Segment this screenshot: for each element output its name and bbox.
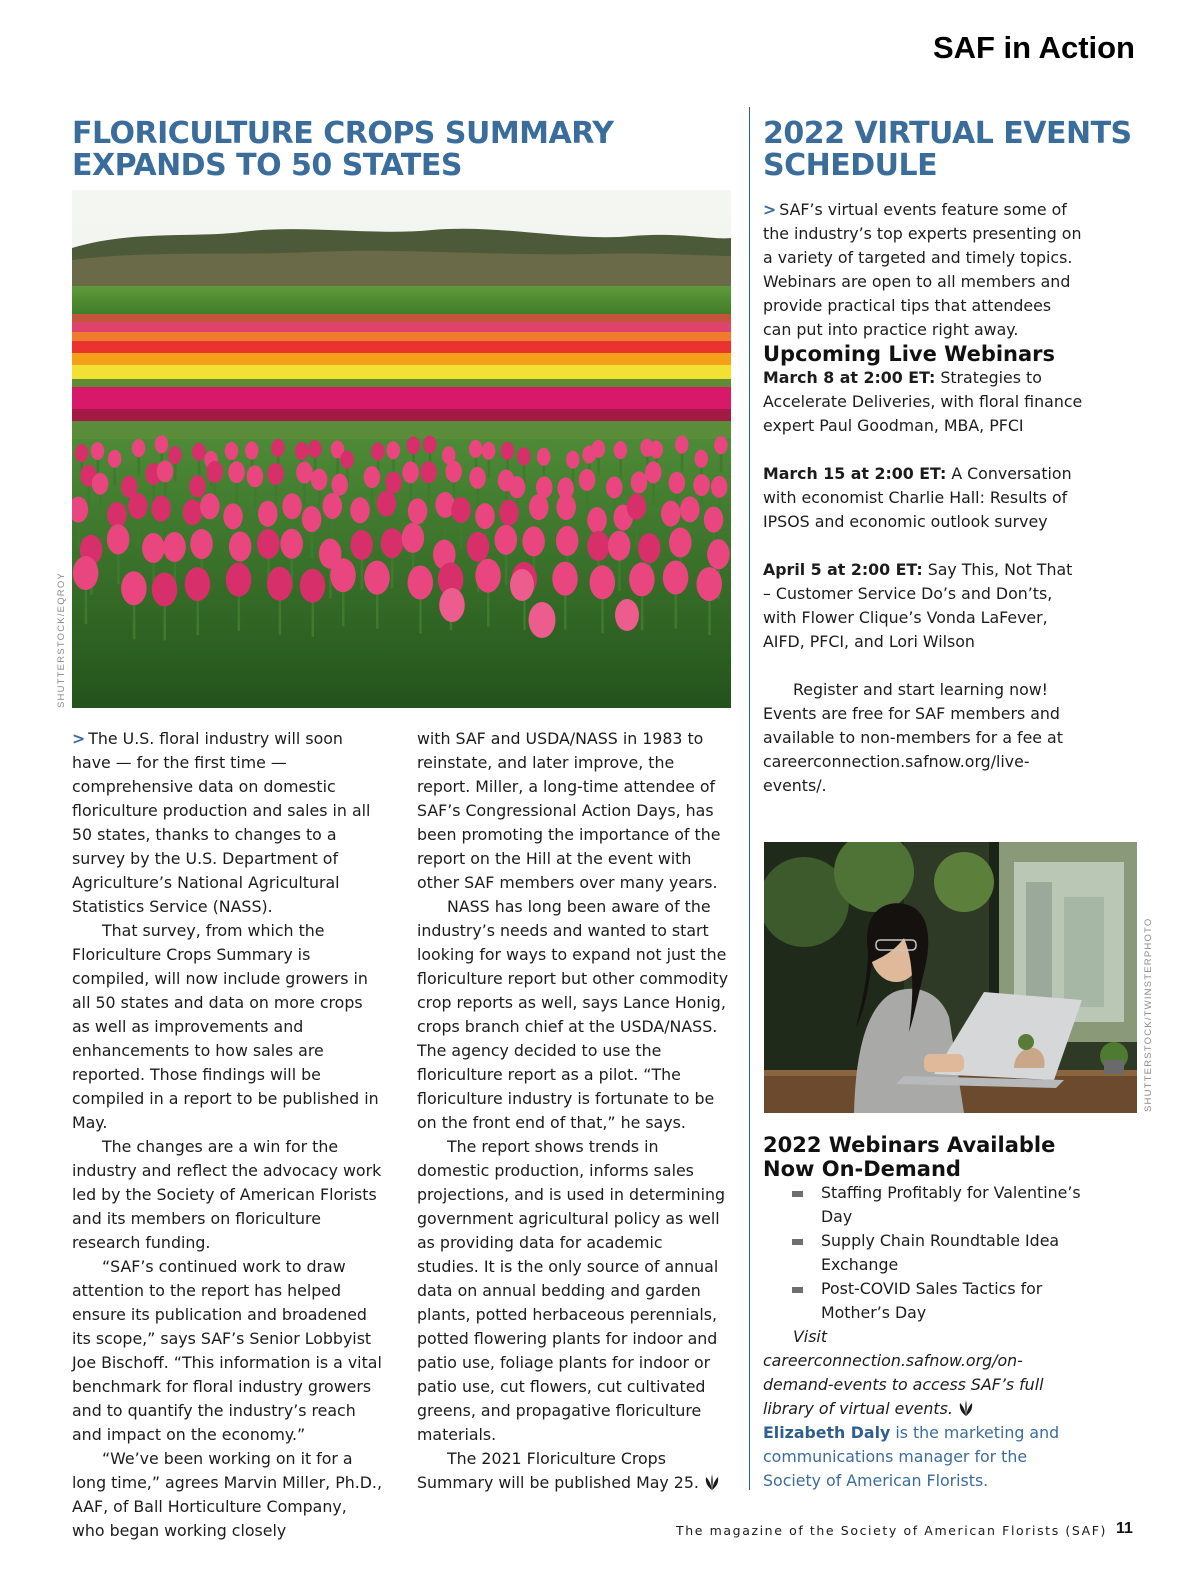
event-item: March 15 at 2:00 ET: A Conversation with economist Charlie Hall: Results of IPSOS and economic outlook survey [763, 464, 1072, 531]
right-article-column [763, 198, 1083, 798]
author-bio: Elizabeth Daly is the marketing and communications manager for the Society of American Florists. [763, 1423, 1060, 1490]
photo-credit-right: SHUTTERSTOCK/TWINSTERPHOTO [1143, 917, 1154, 1112]
register-paragraph: Register and start learning now! Events are free for SAF members and available to non-members for a fee at careerconnection.safnow.org/live-events/. [763, 680, 1063, 795]
event-item: April 5 at 2:00 ET: Say This, Not That – Customer Service Do’s and Don’ts, with Flower Clique’s Vonda LaFever, AIFD, PFCI, and Lori Wilson [763, 560, 1073, 651]
list-item: Staffing Profitably for Valentine’s Day [763, 1181, 1083, 1229]
on-demand-heading: 2022 Webinars Available [763, 1133, 1056, 1157]
paragraph: NASS has long been aware of the industry’s needs and wanted to start looking for ways to expand not just the floriculture report but other commodity crop reports as well, says Lance Honig, crops branch chief at the USDA/NASS. The agency decided to use the floriculture report as a pilot. “The floriculture industry is fortunate to be on the front end of that,” he says. [417, 897, 729, 1132]
list-item: Supply Chain Roundtable Idea Exchange [763, 1229, 1083, 1277]
event-date: March 15 at 2:00 ET: [763, 464, 947, 483]
saf-flower-icon [957, 1400, 975, 1417]
chevron-right-icon: > [72, 729, 86, 748]
paragraph: The changes are a win for the industry and reflect the advocacy work led by the Society of American Florists and its members on floriculture research funding. [72, 1137, 382, 1252]
column-divider [749, 107, 750, 1490]
paragraph: That survey, from which the Floriculture Crops Summary is compiled, will now include growers in all 50 states and data on more crops as well as improvements and enhancements to how sales are reported. Those findings will be compiled in a report to be published in May. [72, 921, 379, 1132]
list-item: Post-COVID Sales Tactics for Mother’s Day [763, 1277, 1083, 1325]
page-number: 11 [1116, 1520, 1133, 1537]
saf-flower-icon [703, 1474, 721, 1491]
visit-paragraph: Visit careerconnection.safnow.org/on-demand-events to access SAF’s full library of virtual events. [763, 1327, 1044, 1418]
chevron-right-icon: > [763, 200, 777, 219]
footer-magazine-line: The magazine of the Society of American Florists (SAF) [676, 1523, 1108, 1538]
right-headline: 2022 VIRTUAL EVENTS SCHEDULE [763, 116, 1132, 183]
paragraph: with SAF and USDA/NASS in 1983 to reinstate, and later improve, the report. Miller, a long-time attendee of SAF’s Congressional Action Days, has been promoting the importance of the report on the Hill at the event with other SAF members over many years. [417, 729, 721, 892]
event-item: March 8 at 2:00 ET: Strategies to Accelerate Deliveries, with floral finance expert Paul Goodman, MBA, PFCI [763, 368, 1083, 435]
left-article-column-1 [72, 727, 384, 1543]
photo-credit-left: SHUTTERSTOCK/EQROY [56, 572, 67, 708]
section-label: SAF in Action [932, 30, 1135, 65]
paragraph: “We’ve been working on it for a long time,” agrees Marvin Miller, Ph.D., AAF, of Ball Horticulture Company, who began working closely [72, 1449, 382, 1540]
left-article-column-2 [417, 727, 729, 1495]
event-date: March 8 at 2:00 ET: [763, 368, 936, 387]
upcoming-webinars-heading: Upcoming Live Webinars [763, 342, 1056, 366]
paragraph: The report shows trends in domestic production, informs sales projections, and is used in determining government agricultural policy as well as providing data for academic studies. It is the only source of annual data on annual bedding and garden plants, potted herbaceous perennials, potted flowering plants for indoor and patio use, foliage plants for indoor or patio use, cut flowers, cut cultivated greens, and propagative floriculture materials. [417, 1137, 726, 1444]
on-demand-heading-line2: Now On-Demand [763, 1157, 961, 1181]
closing-paragraph: The 2021 Floriculture Crops Summary will be published May 25. [417, 1447, 729, 1495]
event-date: April 5 at 2:00 ET: [763, 560, 923, 579]
woman-laptop-photo [764, 842, 1137, 1113]
intro-paragraph: > SAF’s virtual events feature some of the industry’s top experts presenting on a variety of targeted and timely topics. Webinars are open to all members and provide practical tips that attendees can put into practice right away. [763, 200, 1082, 339]
on-demand-section [763, 1133, 1083, 1493]
on-demand-list [763, 1181, 1083, 1325]
paragraph: > The U.S. floral industry will soon have — for the first time — comprehensive data on domestic floriculture production and sales in all 50 states, thanks to changes to a survey by the U.S. Department of Agriculture’s National Agricultural Statistics Service (NASS). [72, 729, 371, 916]
author-name: Elizabeth Daly [763, 1423, 891, 1442]
paragraph: “SAF’s continued work to draw attention to the report has helped ensure its publication and broadened its scope,” says SAF’s Senior Lobbyist Joe Bischoff. “This information is a vital benchmark for floral industry growers and to quantify the industry’s reach and impact on the economy.” [72, 1257, 382, 1444]
left-headline: FLORICULTURE CROPS SUMMARY EXPANDS TO 50 STATES [72, 116, 614, 183]
tulip-field-photo [72, 190, 731, 708]
